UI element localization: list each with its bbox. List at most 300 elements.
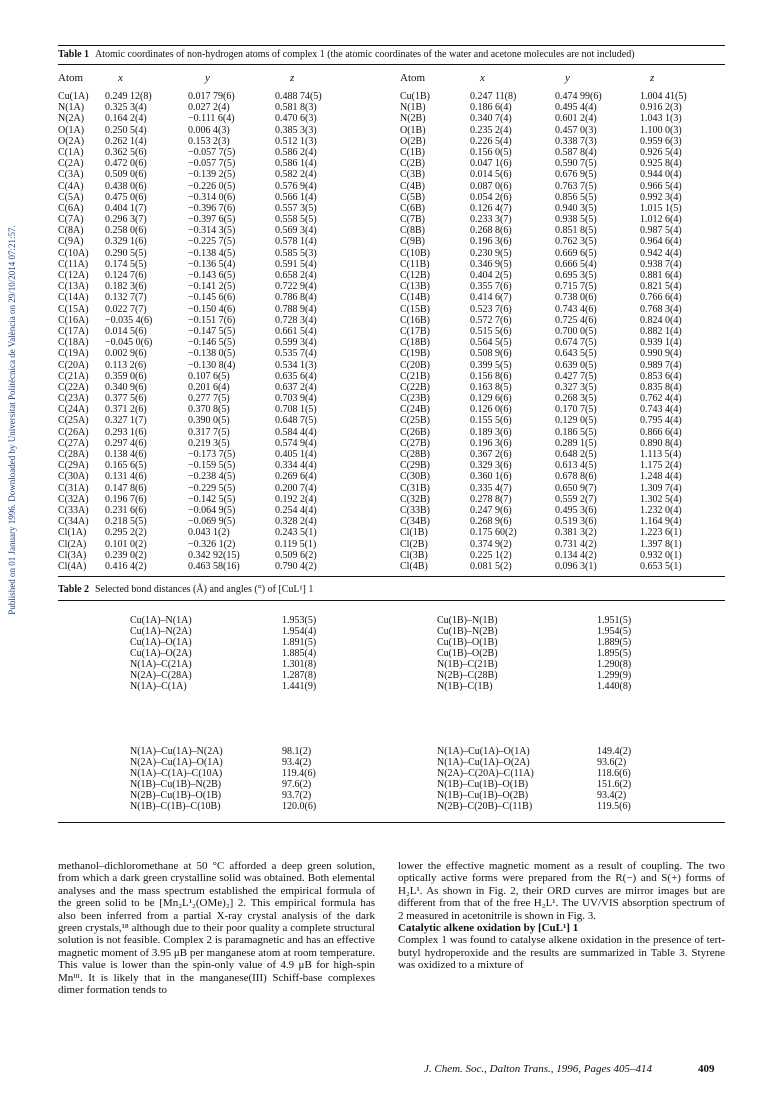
table-cell: C(9A): [58, 236, 84, 248]
table-cell: 0.243 5(1): [275, 527, 317, 539]
table-cell: C(30B): [400, 471, 430, 483]
table-cell: C(3B): [400, 169, 425, 181]
table-cell: 93.7(2): [282, 790, 312, 801]
table1-caption: Table 1 Atomic coordinates of non-hydrogen atoms of complex 1 (the atomic coordinates of the water and acetone molecules are not included): [58, 49, 635, 60]
table-cell: 0.535 7(4): [275, 348, 317, 360]
table-cell: C(18B): [400, 337, 430, 349]
table-cell: 120.0(6): [282, 801, 317, 812]
table-cell: 0.006 4(3): [188, 124, 230, 136]
table-cell: 0.360 1(6): [470, 471, 512, 483]
table-cell: 0.992 3(4): [640, 191, 682, 203]
table-cell: 0.743 4(6): [555, 303, 597, 315]
table1-header-y-right: y: [565, 72, 570, 84]
table-cell: O(2B): [400, 135, 426, 147]
table1-header-x-left: x: [118, 72, 123, 84]
table-cell: O(1A): [58, 124, 85, 136]
table2-angle-right-values: [597, 746, 631, 812]
table-cell: 0.715 7(5): [555, 281, 597, 293]
table-cell: 0.559 2(7): [555, 493, 597, 505]
table-cell: 0.669 6(5): [555, 247, 597, 259]
journal-footer: J. Chem. Soc., Dalton Trans., 1996, Pages 405–414: [424, 1063, 652, 1075]
table-cell: C(16B): [400, 314, 430, 326]
table-cell: 0.196 3(6): [470, 236, 512, 248]
table-cell: −0.225 7(5): [188, 236, 236, 248]
table-cell: 0.944 0(4): [640, 169, 682, 181]
table-cell: N(2B)–Cu(1B)–O(1B): [130, 790, 222, 801]
table-cell: 0.297 4(6): [105, 437, 147, 449]
table-cell: Cu(1A)–O(2A): [130, 648, 192, 659]
table2-dist-right-values: [597, 615, 631, 692]
table-cell: 97.6(2): [282, 779, 312, 790]
table-cell: N(1B)–C(21B): [437, 659, 498, 670]
table-cell: 0.658 2(4): [275, 270, 317, 281]
table1-left-y-col: [188, 91, 240, 572]
table-cell: C(16A): [58, 314, 89, 326]
table-cell: 0.374 9(2): [470, 538, 512, 550]
table-cell: 0.470 6(3): [275, 113, 317, 125]
table-cell: 0.661 5(4): [275, 325, 317, 337]
table-cell: 119.4(6): [282, 768, 316, 779]
table-cell: 0.230 9(5): [470, 247, 512, 259]
table-cell: Cu(1B)–O(1B): [437, 637, 498, 648]
table-cell: 0.786 8(4): [275, 292, 317, 304]
table-cell: 0.990 9(4): [640, 348, 682, 360]
table-cell: −0.147 5(5): [188, 325, 236, 337]
table-cell: 0.381 3(2): [555, 527, 597, 539]
table-cell: 0.247 9(6): [470, 504, 512, 516]
table-cell: 0.678 8(6): [555, 471, 597, 483]
table2-dist-left-names: [130, 615, 192, 692]
table-cell: −0.314 3(5): [188, 225, 236, 237]
table-cell: 0.703 9(4): [275, 393, 317, 405]
table-cell: 0.558 5(5): [275, 214, 317, 226]
table-cell: 0.129 0(5): [555, 415, 597, 427]
table-cell: C(4B): [400, 180, 425, 192]
table-cell: N(1A)–C(1A)–C(10A): [130, 768, 223, 779]
table-cell: C(1B): [400, 146, 425, 158]
table-cell: 0.132 7(7): [105, 292, 147, 304]
table-cell: Cl(2B): [400, 538, 428, 550]
table-cell: O(2A): [58, 135, 85, 147]
table-cell: 0.370 8(5): [188, 404, 230, 416]
table-cell: C(24A): [58, 404, 89, 416]
body-right-paragraph-2: Complex 1 was found to catalyse alkene oxidation in the presence of tert-butyl hydroperoxide and the results are summarized in Table 3. Styrene was oxidized to a mixture of: [398, 934, 725, 972]
table-cell: 0.399 5(5): [470, 359, 512, 371]
table-cell: 149.4(2): [597, 746, 632, 757]
table-cell: C(33A): [58, 504, 89, 516]
table2-angle-right-names: [437, 746, 534, 812]
table1-top-rule: [58, 45, 725, 46]
table-cell: 0.296 3(7): [105, 214, 147, 226]
table-cell: 0.405 1(4): [275, 449, 317, 460]
table1-header-x-right: x: [480, 72, 485, 84]
table-cell: 0.590 7(5): [555, 158, 597, 170]
table1-right-z-col: [640, 91, 687, 572]
table-cell: C(17A): [58, 325, 89, 337]
table-cell: C(2B): [400, 158, 425, 170]
table-cell: 0.766 6(4): [640, 292, 682, 304]
table-cell: 0.002 9(6): [105, 348, 147, 360]
table-cell: 0.666 5(4): [555, 258, 597, 270]
table-cell: −0.226 0(5): [188, 180, 236, 192]
table-cell: 0.268 9(6): [470, 516, 512, 528]
table-cell: C(32A): [58, 493, 89, 505]
table1-left-x-col: [105, 91, 152, 572]
table-cell: 0.262 1(4): [105, 135, 147, 147]
table-cell: C(27B): [400, 437, 430, 449]
table-cell: C(10A): [58, 247, 89, 259]
table-cell: 0.081 5(2): [470, 560, 512, 572]
table-cell: C(21A): [58, 370, 89, 382]
table-cell: 1.953(5): [282, 615, 317, 626]
table-cell: 0.586 2(4): [275, 146, 317, 158]
table-cell: 0.648 2(5): [555, 449, 597, 460]
table-cell: 1.164 9(4): [640, 516, 682, 528]
table-cell: 0.186 6(4): [470, 102, 512, 114]
table-cell: Cu(1B): [400, 91, 430, 102]
table-cell: −0.045 0(6): [105, 337, 153, 349]
table-cell: −0.057 7(5): [188, 158, 236, 170]
table-cell: C(26A): [58, 426, 89, 438]
table-cell: 0.576 9(4): [275, 180, 317, 192]
table-cell: N(1B)–Cu(1B)–N(2B): [130, 779, 222, 790]
table-cell: C(25B): [400, 415, 430, 427]
table-cell: 0.054 2(6): [470, 191, 512, 203]
table-cell: 0.219 3(5): [188, 437, 230, 449]
table-cell: 0.014 5(6): [470, 169, 512, 181]
table-cell: 0.584 4(4): [275, 426, 317, 438]
table-cell: 0.635 6(4): [275, 370, 317, 382]
table-cell: Cu(1A): [58, 91, 89, 102]
table-cell: C(25A): [58, 415, 89, 427]
table-cell: C(4A): [58, 180, 84, 192]
table-cell: 0.096 3(1): [555, 560, 597, 572]
table-cell: Cl(1A): [58, 527, 87, 539]
table-cell: C(7A): [58, 214, 84, 226]
table-cell: 0.124 7(6): [105, 270, 147, 281]
table-cell: Cu(1B)–N(2B): [437, 626, 498, 637]
table-cell: 0.639 0(5): [555, 359, 597, 371]
table-cell: 1.954(5): [597, 626, 632, 637]
table-cell: 0.890 8(4): [640, 437, 682, 449]
table-cell: 0.523 7(6): [470, 303, 512, 315]
table-cell: 0.881 6(4): [640, 270, 682, 281]
table-cell: 0.648 7(5): [275, 415, 317, 427]
table-cell: 0.155 5(6): [470, 415, 512, 427]
table1-right-x-col: [470, 91, 517, 572]
table-cell: 0.371 2(6): [105, 404, 147, 416]
table-cell: 0.591 5(4): [275, 258, 317, 270]
table-cell: C(33B): [400, 504, 430, 516]
table1-left-atom-col: [58, 91, 89, 572]
table-cell: 0.087 0(6): [470, 180, 512, 192]
table-cell: 0.342 92(15): [188, 549, 240, 561]
table-cell: 1.895(5): [597, 648, 632, 659]
table-cell: 1.248 4(4): [640, 471, 682, 483]
table-cell: Cl(2A): [58, 538, 87, 550]
table-cell: 0.329 1(6): [105, 236, 147, 248]
table-cell: 1.287(8): [282, 670, 317, 681]
table-cell: 0.327 3(5): [555, 381, 597, 393]
table-cell: 0.196 7(6): [105, 493, 147, 505]
table-cell: 1.309 7(4): [640, 482, 682, 494]
table-cell: C(6B): [400, 202, 425, 214]
table-cell: −0.130 8(4): [188, 359, 236, 371]
table-cell: 0.578 1(4): [275, 236, 317, 248]
table-cell: 0.047 1(6): [470, 158, 512, 170]
table-cell: 0.940 3(5): [555, 202, 597, 214]
table-cell: 0.653 5(1): [640, 560, 682, 572]
table-cell: C(30A): [58, 471, 89, 483]
table-cell: 0.495 4(4): [555, 102, 597, 114]
table-cell: Cl(3B): [400, 549, 428, 561]
table-cell: 1.012 6(4): [640, 214, 682, 226]
table-cell: 0.585 5(3): [275, 247, 317, 259]
table-cell: −0.151 7(6): [188, 314, 236, 326]
table-cell: 0.200 7(4): [275, 482, 317, 494]
table-cell: Cu(1B)–N(1B): [437, 615, 498, 626]
table-cell: 0.987 5(4): [640, 225, 682, 237]
table-cell: 0.250 5(4): [105, 124, 147, 136]
body-left-column: [58, 860, 375, 996]
table-cell: 0.989 7(4): [640, 359, 682, 371]
table-cell: N(2B)–C(28B): [437, 670, 498, 681]
table-cell: 0.676 9(5): [555, 169, 597, 181]
table-cell: 0.233 3(7): [470, 214, 512, 226]
table-cell: 1.302 5(4): [640, 493, 682, 505]
table-cell: 0.762 3(5): [555, 236, 597, 248]
table-cell: 0.695 3(5): [555, 270, 597, 281]
table-cell: −0.397 6(5): [188, 214, 236, 226]
table-cell: 0.404 1(7): [105, 202, 147, 214]
table-cell: 0.231 6(6): [105, 504, 147, 516]
table-cell: 0.515 5(6): [470, 325, 512, 337]
table-cell: 0.329 3(6): [470, 460, 512, 472]
table-cell: 0.916 2(3): [640, 102, 682, 114]
table-cell: 0.586 1(4): [275, 158, 317, 170]
table-cell: 0.762 4(4): [640, 393, 682, 405]
table-cell: C(12B): [400, 270, 430, 281]
table-cell: C(18A): [58, 337, 89, 349]
table-cell: 0.126 4(7): [470, 202, 512, 214]
table-cell: 151.6(2): [597, 779, 632, 790]
table-cell: 0.334 4(4): [275, 460, 317, 472]
table-cell: 1.301(8): [282, 659, 317, 670]
table-cell: 0.175 60(2): [470, 527, 517, 539]
table-cell: Cu(1A)–N(1A): [130, 615, 192, 626]
table-cell: 0.346 9(5): [470, 258, 512, 270]
table-cell: C(5A): [58, 191, 84, 203]
table-cell: −0.035 4(6): [105, 314, 153, 326]
table-cell: 0.126 0(6): [470, 404, 512, 416]
table-cell: C(34B): [400, 516, 430, 528]
table-cell: 0.027 2(4): [188, 102, 230, 114]
table2-dist-right-names: [437, 615, 498, 692]
table-cell: 0.519 3(6): [555, 516, 597, 528]
table-cell: 0.557 3(5): [275, 202, 317, 214]
table-cell: −0.069 9(5): [188, 516, 236, 528]
table1-right-y-col: [555, 91, 602, 572]
table-cell: C(24B): [400, 404, 430, 416]
table-cell: Cl(3A): [58, 549, 87, 561]
table-cell: 1.290(8): [597, 659, 632, 670]
table-cell: C(14B): [400, 292, 430, 304]
table-cell: 0.335 4(7): [470, 482, 512, 494]
table-cell: 0.119 5(1): [275, 538, 317, 550]
table-cell: −0.138 4(5): [188, 247, 236, 259]
table-cell: 0.355 7(6): [470, 281, 512, 293]
table-cell: C(31B): [400, 482, 430, 494]
table-cell: 1.015 1(5): [640, 202, 682, 214]
table-cell: 0.959 6(3): [640, 135, 682, 147]
table-cell: −0.159 5(5): [188, 460, 236, 472]
table2-caption-rule: [58, 600, 725, 601]
table-cell: C(19A): [58, 348, 89, 360]
table-cell: 93.6(2): [597, 757, 627, 768]
table-cell: 0.964 6(4): [640, 236, 682, 248]
table-cell: 0.463 58(16): [188, 560, 240, 572]
table-cell: C(2A): [58, 158, 84, 170]
table-cell: −0.139 2(5): [188, 169, 236, 181]
table-cell: 0.156 8(6): [470, 370, 512, 382]
download-watermark: Published on 01 January 1996. Downloaded by Universitat Politècnica de València on 29/10/2014 07:21:57.: [7, 225, 17, 615]
table-cell: 0.587 8(4): [555, 146, 597, 158]
table-cell: 0.385 3(3): [275, 124, 317, 136]
table-cell: 0.637 2(4): [275, 381, 317, 393]
table-cell: 0.367 2(6): [470, 449, 512, 460]
table-cell: 0.495 3(6): [555, 504, 597, 516]
table-cell: 98.1(2): [282, 746, 312, 757]
table-cell: 1.440(8): [597, 681, 632, 692]
table-cell: 0.564 5(5): [470, 337, 512, 349]
table-cell: O(1B): [400, 124, 426, 136]
table-cell: 0.414 6(7): [470, 292, 512, 304]
table-cell: C(19B): [400, 348, 430, 360]
table-cell: 0.939 1(4): [640, 337, 682, 349]
table-cell: 0.239 0(2): [105, 549, 147, 561]
body-right-paragraph-1: lower the effective magnetic moment as a result of coupling. The two optically active forms were prepared from the R(−) and S(+) forms of H₂L¹. As shown in Fig. 2, their ORD curves are mirror images but are different from that of the free H₂L¹. The UV/VIS absorption spectrum of 2 measured in acetonitrile is shown in Fig. 3.: [398, 860, 725, 922]
table-cell: −0.314 0(6): [188, 191, 236, 203]
table-cell: 1.113 5(4): [640, 449, 682, 460]
table1-left-z-col: [275, 91, 322, 572]
table-cell: 0.226 5(4): [470, 135, 512, 147]
table-cell: −0.064 9(5): [188, 504, 236, 516]
table-cell: 0.268 8(6): [470, 225, 512, 237]
table1-header-z-right: z: [650, 72, 655, 84]
table-cell: 0.509 0(6): [105, 169, 147, 181]
table2-angle-left-values: [282, 746, 316, 812]
table-cell: Cu(1B)–O(2B): [437, 648, 498, 659]
table-cell: 0.768 3(4): [640, 303, 682, 315]
table-cell: 0.416 4(2): [105, 560, 147, 572]
table-cell: Cl(1B): [400, 527, 428, 539]
table-cell: 0.107 6(5): [188, 370, 230, 382]
table-cell: 0.269 6(4): [275, 471, 317, 483]
table-cell: 0.317 7(5): [188, 426, 230, 438]
table-cell: 0.824 0(4): [640, 314, 682, 326]
table-cell: 0.738 0(6): [555, 292, 597, 304]
table2-bottom-rule: [58, 822, 725, 823]
table-cell: 0.293 1(6): [105, 426, 147, 438]
table-cell: C(11A): [58, 258, 89, 270]
table-cell: 0.512 1(3): [275, 135, 317, 147]
table-cell: 1.397 8(1): [640, 538, 682, 550]
table-cell: 0.225 1(2): [470, 549, 512, 561]
table-cell: 0.534 1(3): [275, 359, 317, 371]
table-cell: −0.238 4(5): [188, 471, 236, 483]
table-cell: 0.488 74(5): [275, 91, 322, 102]
table-cell: N(1A)–C(1A): [130, 681, 187, 692]
table-cell: 0.938 5(5): [555, 214, 597, 226]
table-cell: 0.851 8(5): [555, 225, 597, 237]
table-cell: −0.145 6(6): [188, 292, 236, 304]
table-cell: −0.111 6(4): [188, 113, 235, 125]
table-cell: 0.835 8(4): [640, 381, 682, 393]
table-cell: 1.223 6(1): [640, 527, 682, 539]
table-cell: N(2A): [58, 113, 85, 125]
table-cell: Cl(4A): [58, 560, 87, 572]
table-cell: C(14A): [58, 292, 89, 304]
section-heading: Catalytic alkene oxidation by [CuL¹] 1: [398, 922, 579, 935]
table-cell: −0.150 4(6): [188, 303, 236, 315]
table-cell: 0.700 0(5): [555, 325, 597, 337]
table-cell: 0.328 2(4): [275, 516, 317, 528]
table-cell: 0.725 4(6): [555, 314, 597, 326]
table-cell: 1.951(5): [597, 615, 632, 626]
table-cell: 0.153 2(3): [188, 135, 230, 147]
table-cell: 0.788 9(4): [275, 303, 317, 315]
table-cell: C(20A): [58, 359, 89, 371]
table-cell: 0.574 9(4): [275, 437, 317, 449]
table-cell: 1.954(4): [282, 626, 317, 637]
table-cell: C(13A): [58, 281, 89, 293]
table-cell: 1.891(5): [282, 637, 317, 648]
table-cell: C(15B): [400, 303, 430, 315]
table-cell: C(21B): [400, 370, 430, 382]
table-cell: −0.396 7(6): [188, 202, 236, 214]
table-cell: 0.340 9(6): [105, 381, 147, 393]
table-cell: Cl(4B): [400, 560, 428, 572]
table-cell: 0.165 6(5): [105, 460, 147, 472]
table-cell: N(1A): [58, 102, 85, 114]
table-cell: C(3A): [58, 169, 84, 181]
table-cell: C(29B): [400, 460, 430, 472]
table1-header-z-left: z: [290, 72, 295, 84]
table-cell: 0.156 0(5): [470, 146, 512, 158]
table-cell: N(2B): [400, 113, 426, 125]
table2-angle-left-names: [130, 746, 223, 812]
table-cell: N(1B)–Cu(1B)–O(2B): [437, 790, 529, 801]
table-cell: 0.182 3(6): [105, 281, 147, 293]
table-cell: 0.882 1(4): [640, 325, 682, 337]
table-cell: 0.163 8(5): [470, 381, 512, 393]
table-cell: 0.138 4(6): [105, 449, 147, 460]
body-right-column: [398, 860, 725, 972]
table-cell: 1.175 2(4): [640, 460, 682, 472]
table-cell: 0.938 7(4): [640, 258, 682, 270]
table-cell: 0.164 2(4): [105, 113, 147, 125]
table-cell: 0.186 5(5): [555, 426, 597, 438]
table-cell: C(28A): [58, 449, 89, 460]
table-cell: 119.5(6): [597, 801, 631, 812]
table-cell: C(9B): [400, 236, 425, 248]
table-cell: 0.377 5(6): [105, 393, 147, 405]
table-cell: C(29A): [58, 460, 89, 472]
table-cell: C(17B): [400, 325, 430, 337]
table-cell: C(8B): [400, 225, 425, 237]
table-cell: 0.650 9(7): [555, 482, 597, 494]
table-cell: 0.201 6(4): [188, 381, 230, 393]
